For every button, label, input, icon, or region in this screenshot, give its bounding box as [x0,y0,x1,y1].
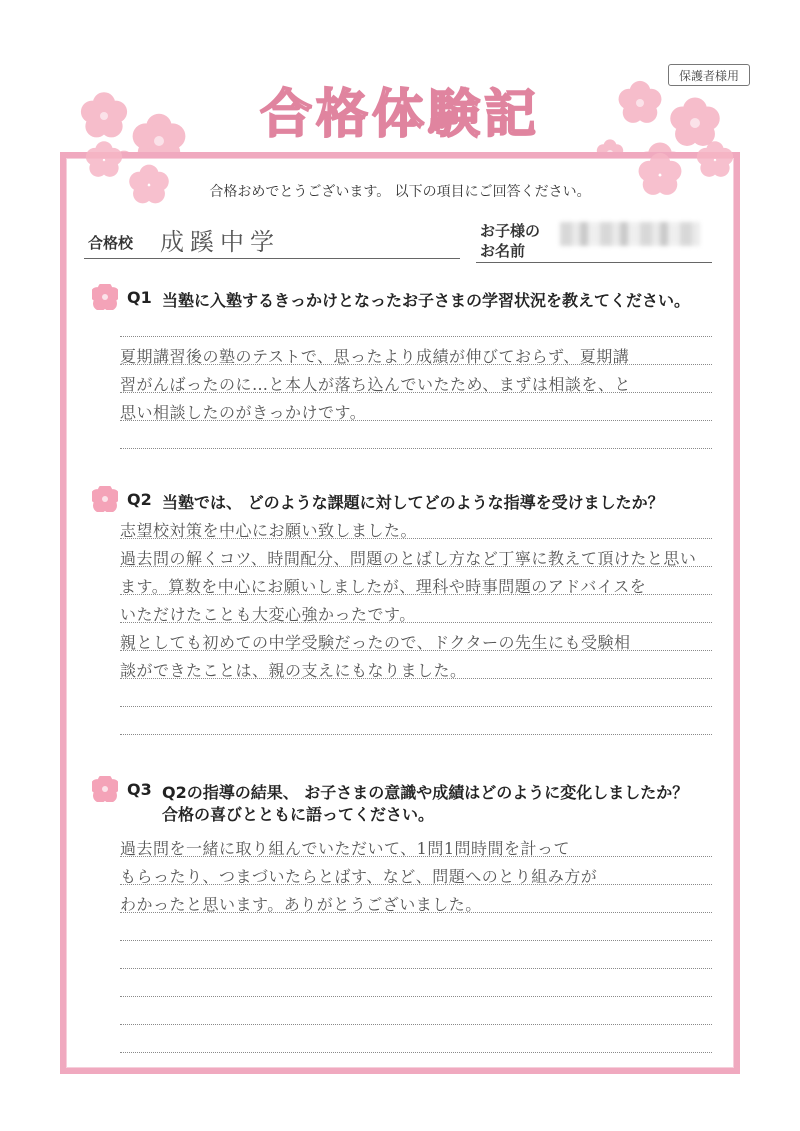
q2-rule-7 [120,706,712,707]
q2-answer-line-5: 親としても初めての中学受験だったので、ドクターの先生にも受験相 [120,633,631,652]
cherry-blossom-icon [92,776,118,802]
q1-question: 当塾に入塾するきっかけとなったお子さまの学習状況を教えてください。 [162,291,691,310]
q2-answer-line-2: 過去問の解くコツ、時間配分、問題のとばし方など丁寧に教えて頂けたと思い [120,549,697,568]
q2-answer-line-3: ます。算数を中心にお願いしましたが、理科や時事問題のアドバイスを [120,577,647,596]
audience-badge: 保護者様用 [668,64,750,86]
school-label: 合格校 [88,234,134,252]
blossom-overlay-left-icon [64,140,174,220]
child-name-redacted [560,222,700,246]
q3-answer-line-3: わかったと思います。ありがとうございました。 [120,895,482,914]
q1-number: Q1 [127,288,152,307]
cherry-blossom-icon [92,284,118,310]
q1-answer-line-2: 習がんばったのに…と本人が落ち込んでいたため、まずは相談を、と [120,375,631,394]
q3-number: Q3 [127,780,152,799]
child-name-label-2: お名前 [480,242,526,260]
q2-rule-8 [120,734,712,735]
q2-answer-line-1: 志望校対策を中心にお願い致しました。 [120,521,418,540]
blossom-overlay-right-icon [620,140,740,220]
q2-question: 当塾では、 どのような課題に対してどのような指導を受けましたか？ [162,493,664,512]
q3-rule-6 [120,996,712,997]
q3-question-line-1: Q2の指導の結果、 お子さまの意識や成績はどのように変化しましたか？ [162,783,689,802]
q1-answer-line-1: 夏期講習後の塾のテストで、思ったより成績が伸びておらず、夏期講 [120,347,630,366]
q2-answer-line-4: いただけたことも大変心強かったです。 [120,605,416,624]
q1-rule-5 [120,448,712,449]
q3-rule-7 [120,1024,712,1025]
q3-rule-5 [120,968,712,969]
q1-answer-line-3: 思い相談したのがきっかけです。 [120,403,367,422]
child-name-label-1: お子様の [480,222,541,240]
intro-text: 合格おめでとうございます。 以下の項目にご回答ください。 [209,184,591,200]
q3-rule-4 [120,940,712,941]
school-underline [84,258,460,259]
q2-answer-line-6: 談ができたことは、親の支えにもなりました。 [120,661,467,680]
q3-answer-line-1: 過去問を一緒に取り組んでいただいて、1問1問時間を計って [120,839,571,858]
q2-number: Q2 [127,490,152,509]
q3-answer-line-2: もらったり、つまづいたらとばす、など、問題へのとり組み方が [120,867,598,886]
cherry-blossom-icon [92,486,118,512]
page-title: 合格体験記 [259,85,540,145]
q1-rule-1 [120,336,712,337]
q3-question-line-2: 合格の喜びとともに語ってください。 [162,805,435,824]
school-value: 成蹊中学 [160,228,280,256]
name-underline [476,262,712,263]
q3-rule-8 [120,1052,712,1053]
